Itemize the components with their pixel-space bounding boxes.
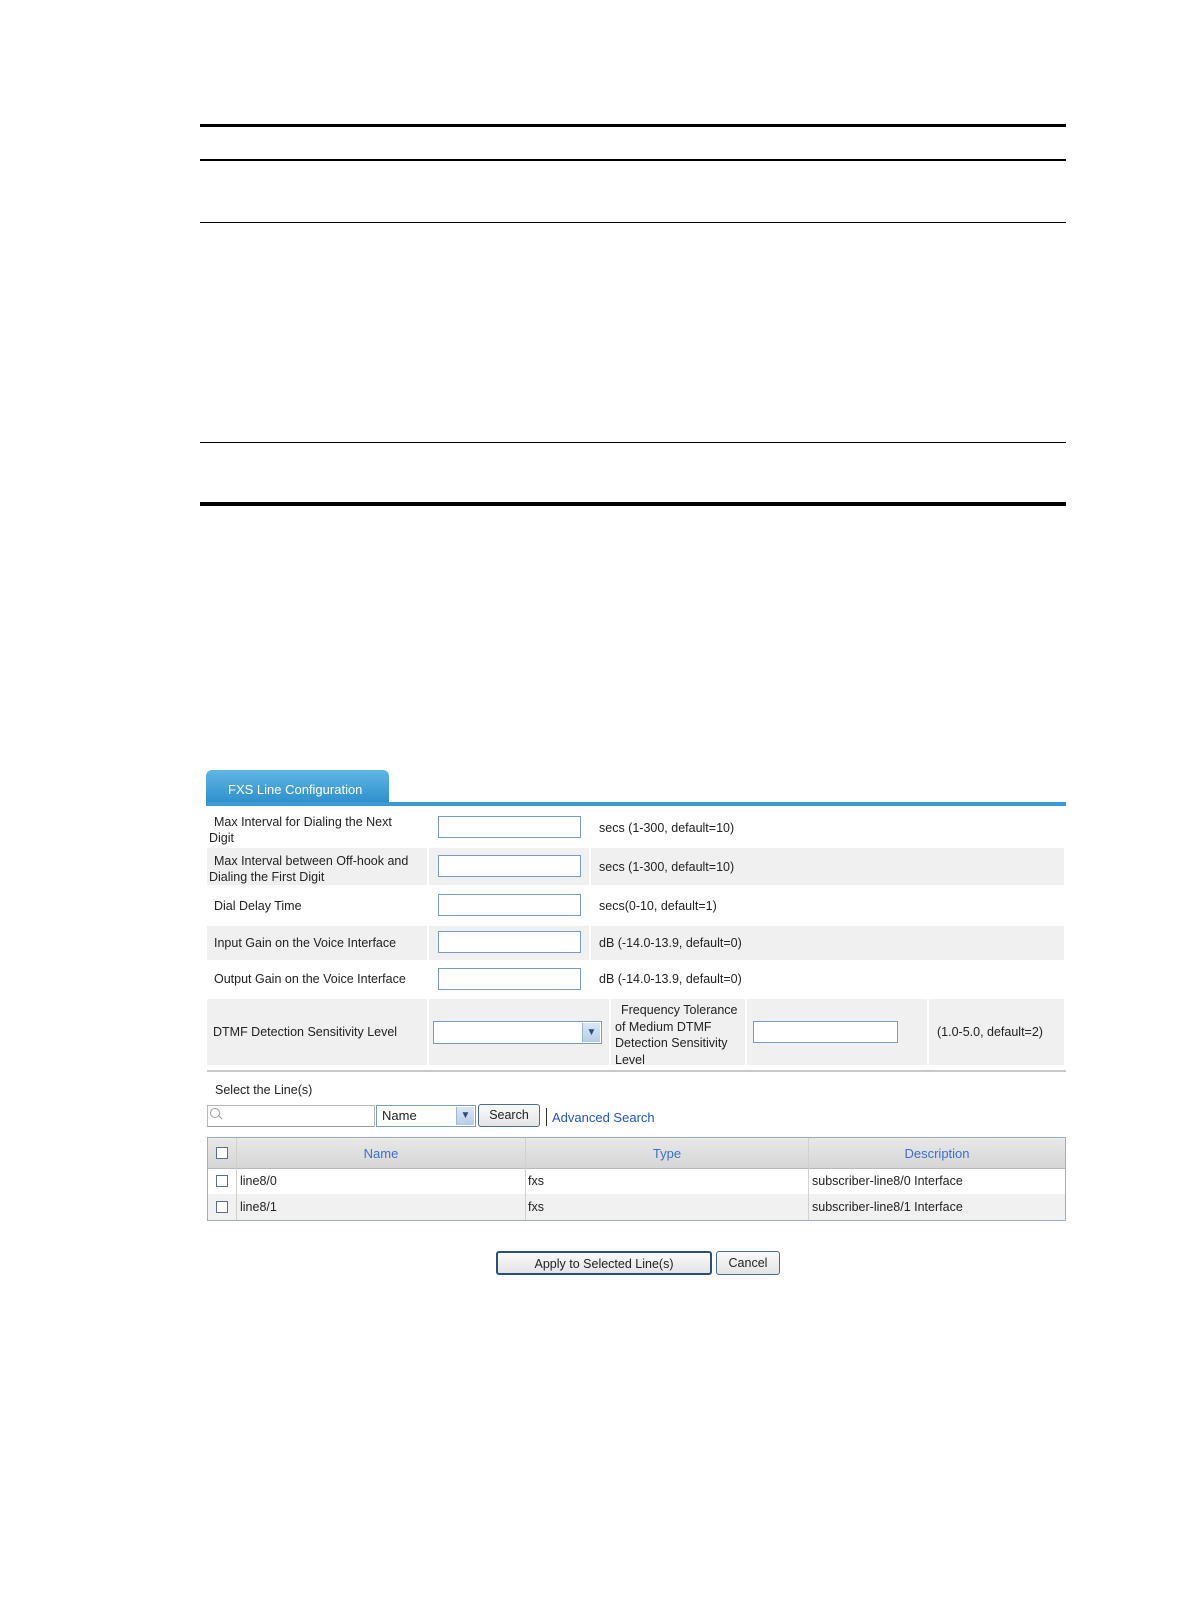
- field-label: [207, 809, 427, 846]
- field-label-line: Max Interval for Dialing the Next: [214, 815, 392, 829]
- cell-type: fxs: [525, 1168, 808, 1194]
- dial-delay-input[interactable]: [438, 894, 581, 916]
- select-all-checkbox[interactable]: [216, 1147, 228, 1159]
- field-label: [207, 962, 427, 996]
- field-label-line: Max Interval between Off-hook and: [214, 854, 409, 868]
- first-digit-interval-input[interactable]: [438, 855, 581, 877]
- dtmf-sensitivity-select[interactable]: [433, 1021, 602, 1044]
- column-header-name[interactable]: Name: [236, 1138, 525, 1168]
- row-checkbox[interactable]: [216, 1175, 228, 1187]
- field-input-cell: [429, 848, 589, 885]
- cell-description: subscriber-line8/0 Interface: [808, 1168, 1065, 1194]
- cell-name: line8/0: [236, 1168, 525, 1194]
- doc-table-top-rule: [200, 124, 1066, 127]
- field-label-line: Input Gain on the Voice Interface: [214, 936, 397, 950]
- field-hint: secs (1-300, default=10): [591, 848, 1064, 885]
- search-icon: [210, 1108, 220, 1118]
- doc-table-header-rule: [200, 159, 1066, 161]
- field-hint: secs(0-10, default=1): [599, 898, 717, 913]
- apply-to-selected-lines-button[interactable]: Apply to Selected Line(s): [496, 1251, 712, 1275]
- select-lines-title: Select the Line(s): [215, 1083, 313, 1097]
- search-input[interactable]: [207, 1105, 375, 1127]
- row-checkbox-cell: [208, 1194, 236, 1220]
- column-header-type[interactable]: Type: [525, 1138, 808, 1168]
- field-label: [207, 848, 427, 885]
- fxs-config-form: [207, 808, 1064, 1067]
- field-hint: dB (-14.0-13.9, default=0): [591, 926, 1064, 960]
- separator: [546, 1108, 547, 1126]
- frequency-tolerance-input[interactable]: [753, 1021, 898, 1043]
- next-digit-interval-input[interactable]: [438, 816, 581, 838]
- form-row-dtmf: [207, 997, 1064, 1067]
- frequency-tolerance-label-line: Level: [615, 1052, 645, 1067]
- column-header-description[interactable]: Description: [808, 1138, 1065, 1168]
- section-divider: [207, 1070, 1066, 1072]
- dtmf-sensitivity-label: DTMF Detection Sensitivity Level: [207, 999, 427, 1065]
- field-label-line: Dialing the First Digit: [209, 870, 325, 884]
- search-field-selected: Name: [382, 1108, 417, 1123]
- form-row-input-gain: [207, 925, 1064, 961]
- table-row[interactable]: [208, 1194, 1065, 1220]
- field-input-cell: [429, 809, 589, 846]
- field-label-line: Digit: [209, 831, 235, 845]
- form-row-next-digit-interval: [207, 808, 1064, 847]
- field-input-cell: [429, 887, 589, 924]
- lines-table-header: [208, 1138, 1065, 1169]
- input-gain-input[interactable]: [438, 931, 581, 953]
- field-input-cell: [429, 926, 589, 960]
- chevron-down-icon[interactable]: ▼: [456, 1107, 474, 1125]
- search-button[interactable]: Search: [478, 1104, 540, 1127]
- doc-table-bottom-rule: [200, 502, 1066, 506]
- cell-description: subscriber-line8/1 Interface: [808, 1194, 1065, 1220]
- cell-name: line8/1: [236, 1194, 525, 1220]
- advanced-search-link[interactable]: Advanced Search: [552, 1110, 655, 1125]
- frequency-tolerance-label: [611, 999, 745, 1065]
- doc-table-row-rule: [200, 442, 1066, 443]
- form-row-dial-delay: [207, 886, 1064, 925]
- row-checkbox[interactable]: [216, 1201, 228, 1213]
- field-label: [207, 926, 427, 960]
- dtmf-select-cell: [429, 999, 609, 1065]
- table-row[interactable]: [208, 1168, 1065, 1194]
- field-input-cell: [429, 962, 589, 996]
- field-label-line: Output Gain on the Voice Interface: [214, 972, 406, 986]
- frequency-tolerance-hint: (1.0-5.0, default=2): [929, 999, 1064, 1065]
- field-hint: dB (-14.0-13.9, default=0): [599, 972, 742, 986]
- frequency-tolerance-input-cell: [747, 999, 927, 1065]
- cancel-button[interactable]: Cancel: [716, 1251, 780, 1275]
- output-gain-input[interactable]: [438, 968, 581, 990]
- frequency-tolerance-label-line: Frequency Tolerance: [621, 1003, 738, 1017]
- field-label: [207, 887, 427, 924]
- field-label-line: Dial Delay Time: [214, 898, 302, 913]
- select-all-cell: [208, 1138, 236, 1168]
- cell-type: fxs: [525, 1194, 808, 1220]
- search-field-select[interactable]: [376, 1105, 476, 1127]
- tab-fxs-line-configuration[interactable]: FXS Line Configuration: [206, 770, 389, 803]
- chevron-down-icon[interactable]: ▼: [582, 1023, 600, 1042]
- doc-table-row-rule: [200, 222, 1066, 223]
- frequency-tolerance-label-line: Detection Sensitivity: [615, 1036, 728, 1050]
- frequency-tolerance-label-line: of Medium DTMF: [615, 1019, 712, 1034]
- form-row-first-digit-interval: [207, 847, 1064, 886]
- tab-bar: [206, 770, 1066, 806]
- form-row-output-gain: [207, 961, 1064, 997]
- tab-underline: [206, 802, 1066, 806]
- lines-table: [207, 1137, 1066, 1221]
- field-hint: secs (1-300, default=10): [599, 820, 735, 835]
- row-checkbox-cell: [208, 1168, 236, 1194]
